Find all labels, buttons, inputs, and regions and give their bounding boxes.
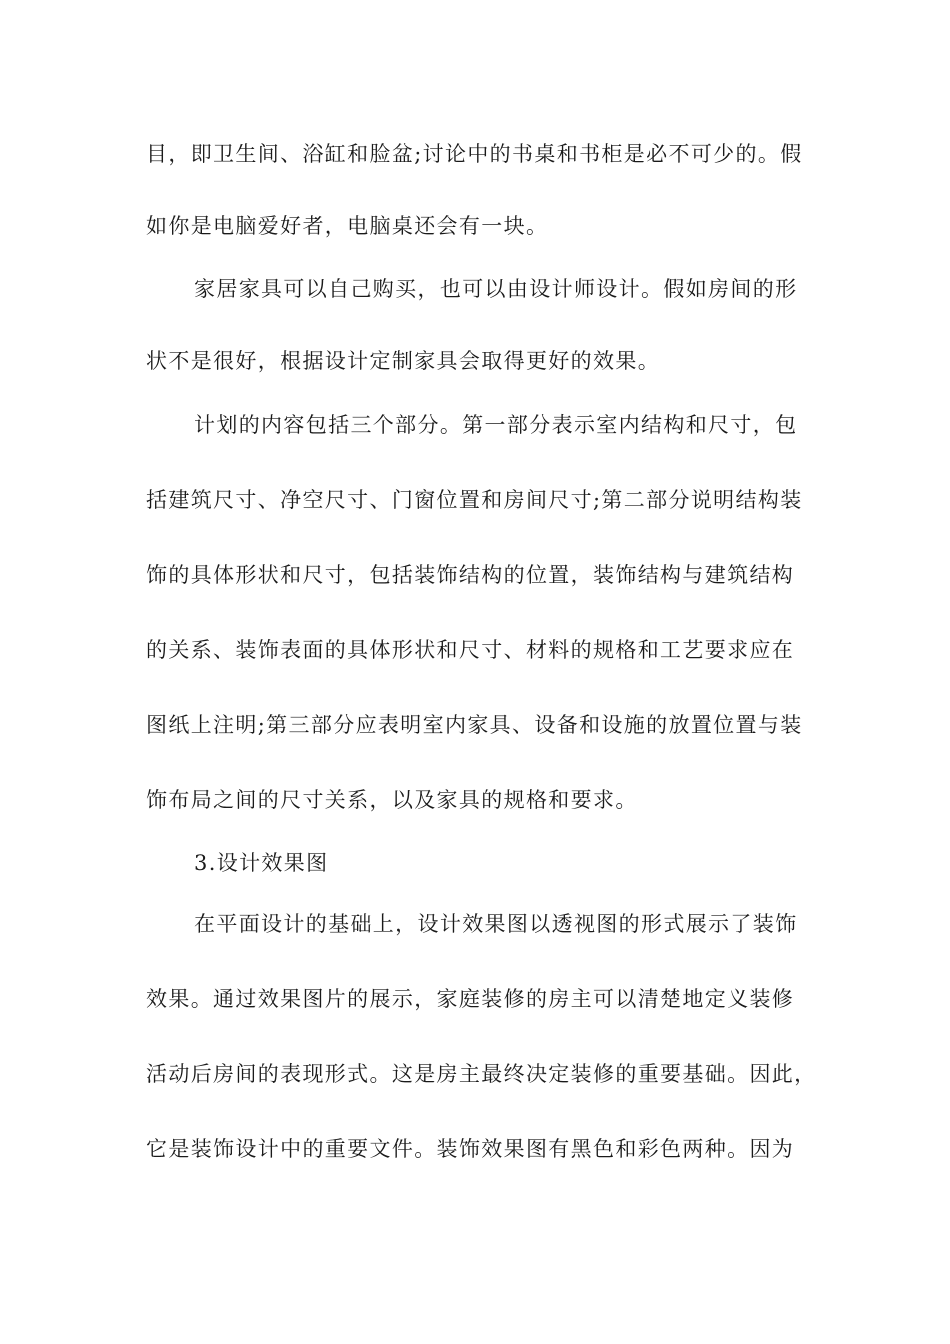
text-line: 活动后房间的表现形式。这是房主最终决定装修的重要基础。因此， [146, 1062, 817, 1086]
text-line: 括建筑尺寸、净空尺寸、门窗位置和房间尺寸;第二部分说明结构装 [146, 488, 803, 512]
text-line: 饰的具体形状和尺寸，包括装饰结构的位置，装饰结构与建筑结构 [146, 563, 795, 587]
text-line: 目，即卫生间、浴缸和脸盆;讨论中的书桌和书柜是必不可少的。假 [146, 142, 803, 166]
paragraph-first-line: 在平面设计的基础上，设计效果图以透视图的形式展示了装饰 [194, 912, 798, 936]
text-line: 状不是很好，根据设计定制家具会取得更好的效果。 [146, 349, 661, 373]
text-line: 如你是电脑爱好者，电脑桌还会有一块。 [146, 214, 549, 238]
text-line: 饰布局之间的尺寸关系，以及家具的规格和要求。 [146, 788, 638, 812]
text-line: 它是装饰设计中的重要文件。装饰效果图有黑色和彩色两种。因为 [146, 1137, 795, 1161]
text-line: 效果。通过效果图片的展示，家庭装修的房主可以清楚地定义装修 [146, 987, 795, 1011]
text-line: 的关系、装饰表面的具体形状和尺寸、材料的规格和工艺要求应在 [146, 638, 795, 662]
paragraph-first-line: 家居家具可以自己购买，也可以由设计师设计。假如房间的形 [194, 277, 798, 301]
section-heading: 3.设计效果图 [194, 851, 329, 875]
text-line: 图纸上注明;第三部分应表明室内家具、设备和设施的放置位置与装 [146, 713, 803, 737]
paragraph-first-line: 计划的内容包括三个部分。第一部分表示室内结构和尺寸，包 [194, 413, 798, 437]
